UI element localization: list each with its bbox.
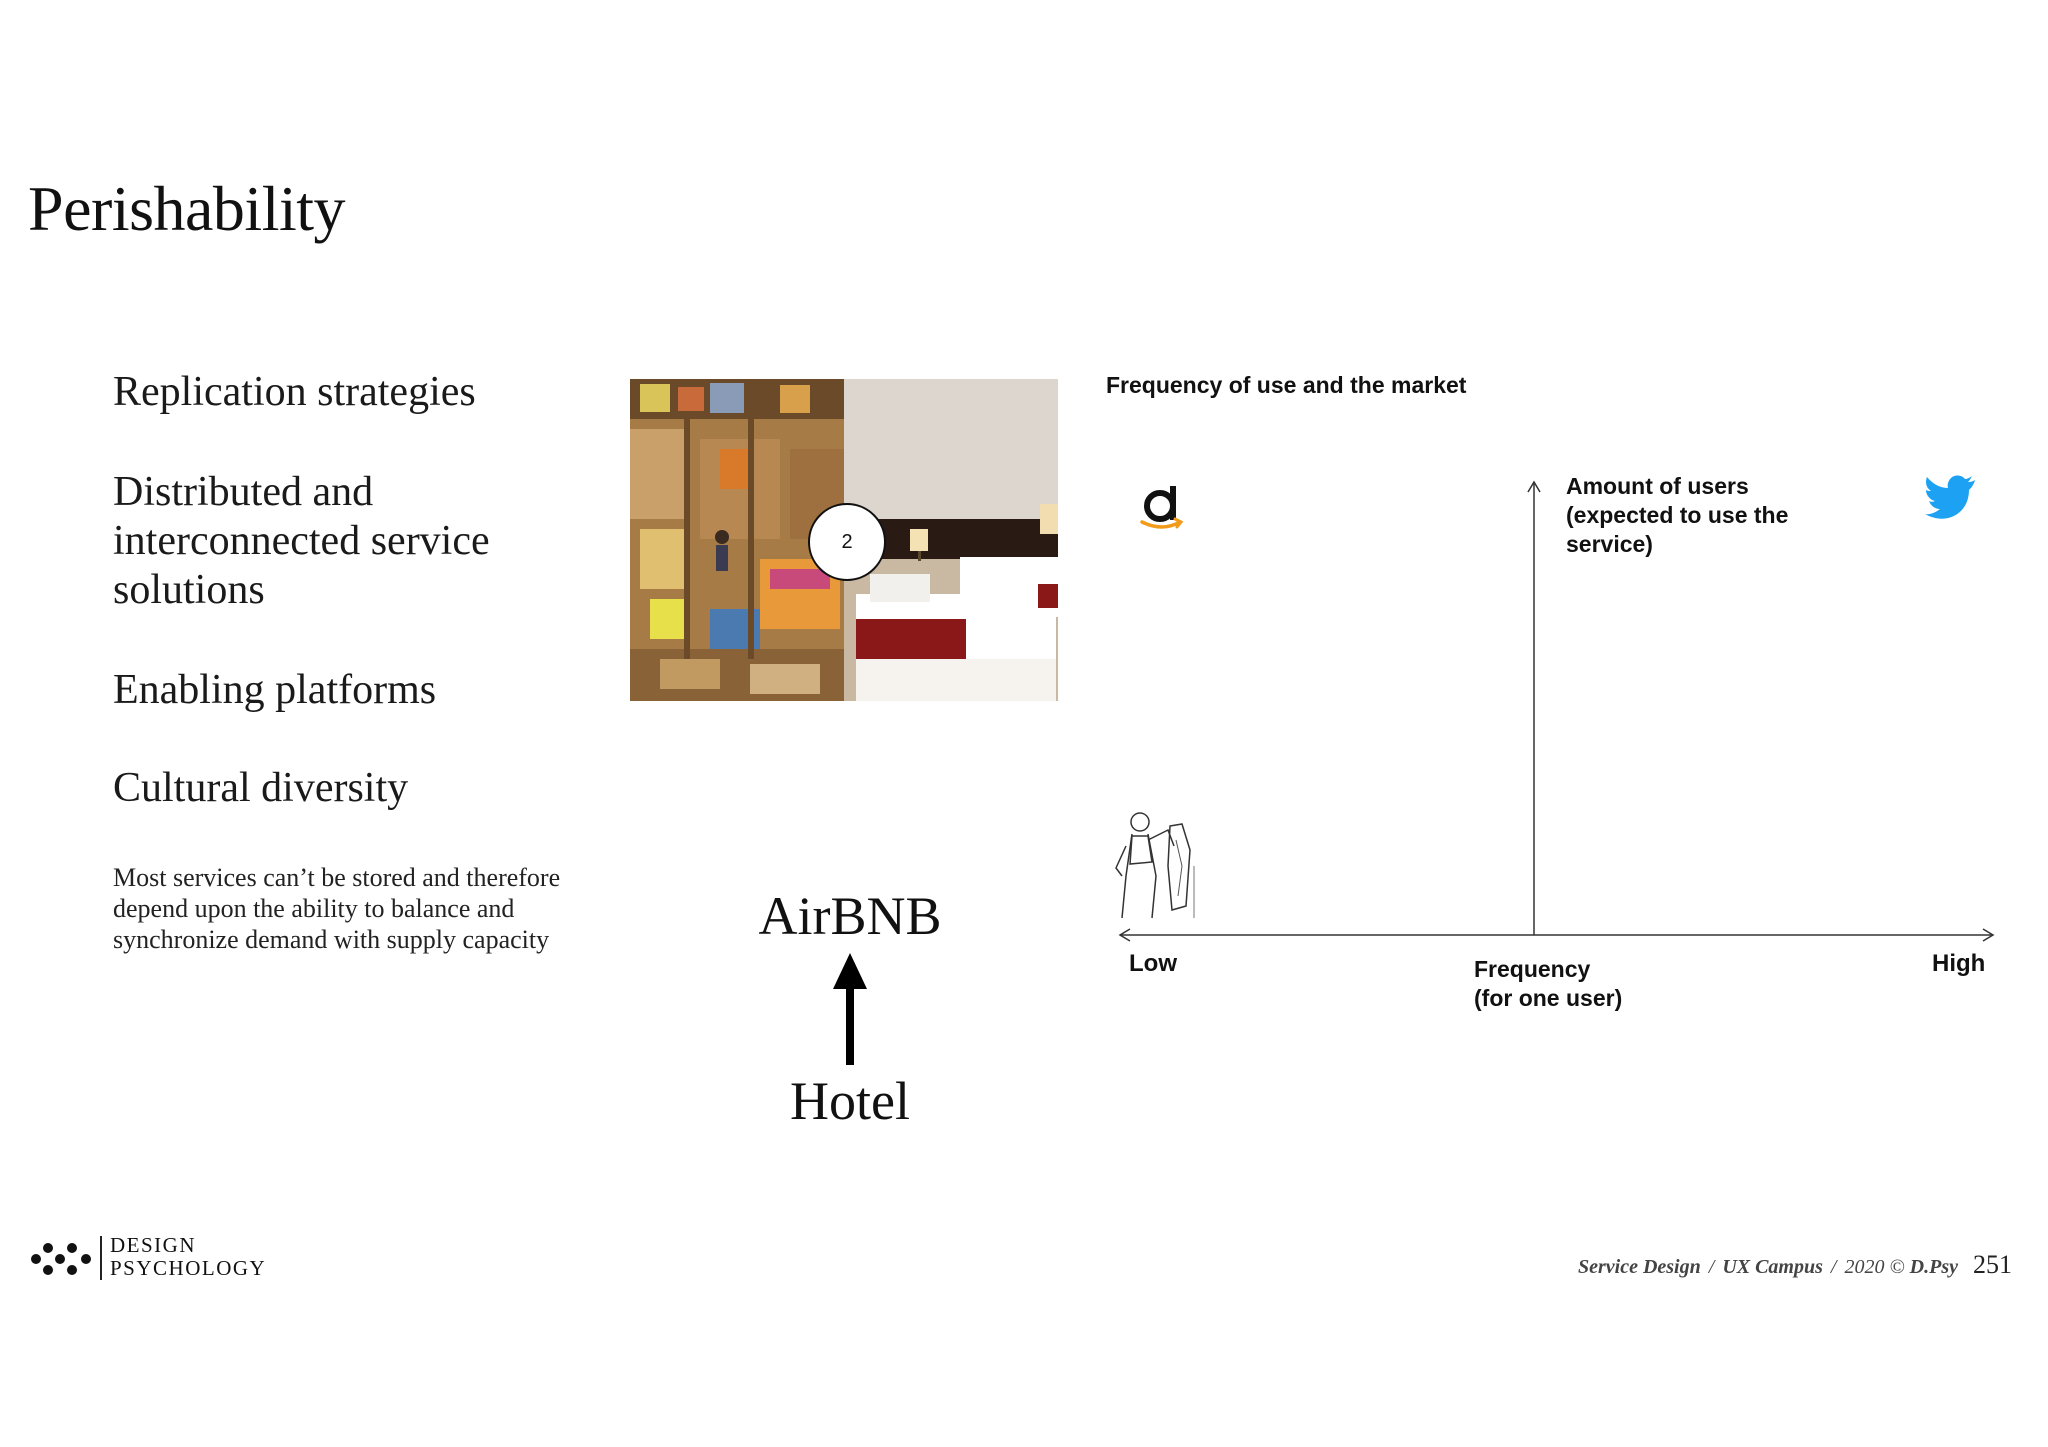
design-psychology-logo-icon xyxy=(28,1236,98,1282)
perishability-note: Most services can’t be stored and therefore depend upon the ability to balance and synchronize demand with supply capacity xyxy=(113,863,561,954)
comparison-bottom-label: Hotel xyxy=(790,1071,910,1131)
bullet-diversity: Cultural diversity xyxy=(113,765,409,811)
frequency-market-axes xyxy=(1100,450,2020,1030)
footer-year: 2020 © xyxy=(1844,1256,1905,1278)
brand-name: DESIGN PSYCHOLOGY xyxy=(110,1233,267,1280)
page-number: 251 xyxy=(1973,1250,2012,1279)
arrow-up-icon xyxy=(820,953,880,1065)
twitter-bird-icon xyxy=(1925,474,1977,522)
footer-author: D.Psy xyxy=(1909,1256,1958,1278)
bullet-platforms: Enabling platforms xyxy=(113,667,437,713)
diagram-title: Frequency of use and the market xyxy=(1106,372,1467,398)
x-axis-low-label: Low xyxy=(1129,950,1177,977)
x-axis-high-label: High xyxy=(1932,950,1986,977)
footer-campus: UX Campus xyxy=(1722,1256,1823,1278)
slide-footer: Service Design / UX Campus / 2020 © D.Psy 251 xyxy=(1577,1250,2012,1279)
amazon-logo-icon xyxy=(1138,474,1186,534)
x-axis-label: Frequency (for one user) xyxy=(1474,956,1623,1011)
slide-title: Perishability xyxy=(28,173,346,244)
y-axis-label: Amount of users (expected to use the service) xyxy=(1566,473,1789,557)
bullet-distributed: Distributed and interconnected service solutions xyxy=(113,469,490,613)
comparison-top-label: AirBNB xyxy=(758,886,942,946)
footer-course: Service Design xyxy=(1577,1256,1701,1278)
brand-divider xyxy=(100,1236,102,1280)
tailor-illustration-icon xyxy=(1112,806,1204,924)
image-number-badge: 2 xyxy=(808,503,886,581)
bullet-replication: Replication strategies xyxy=(113,369,476,415)
